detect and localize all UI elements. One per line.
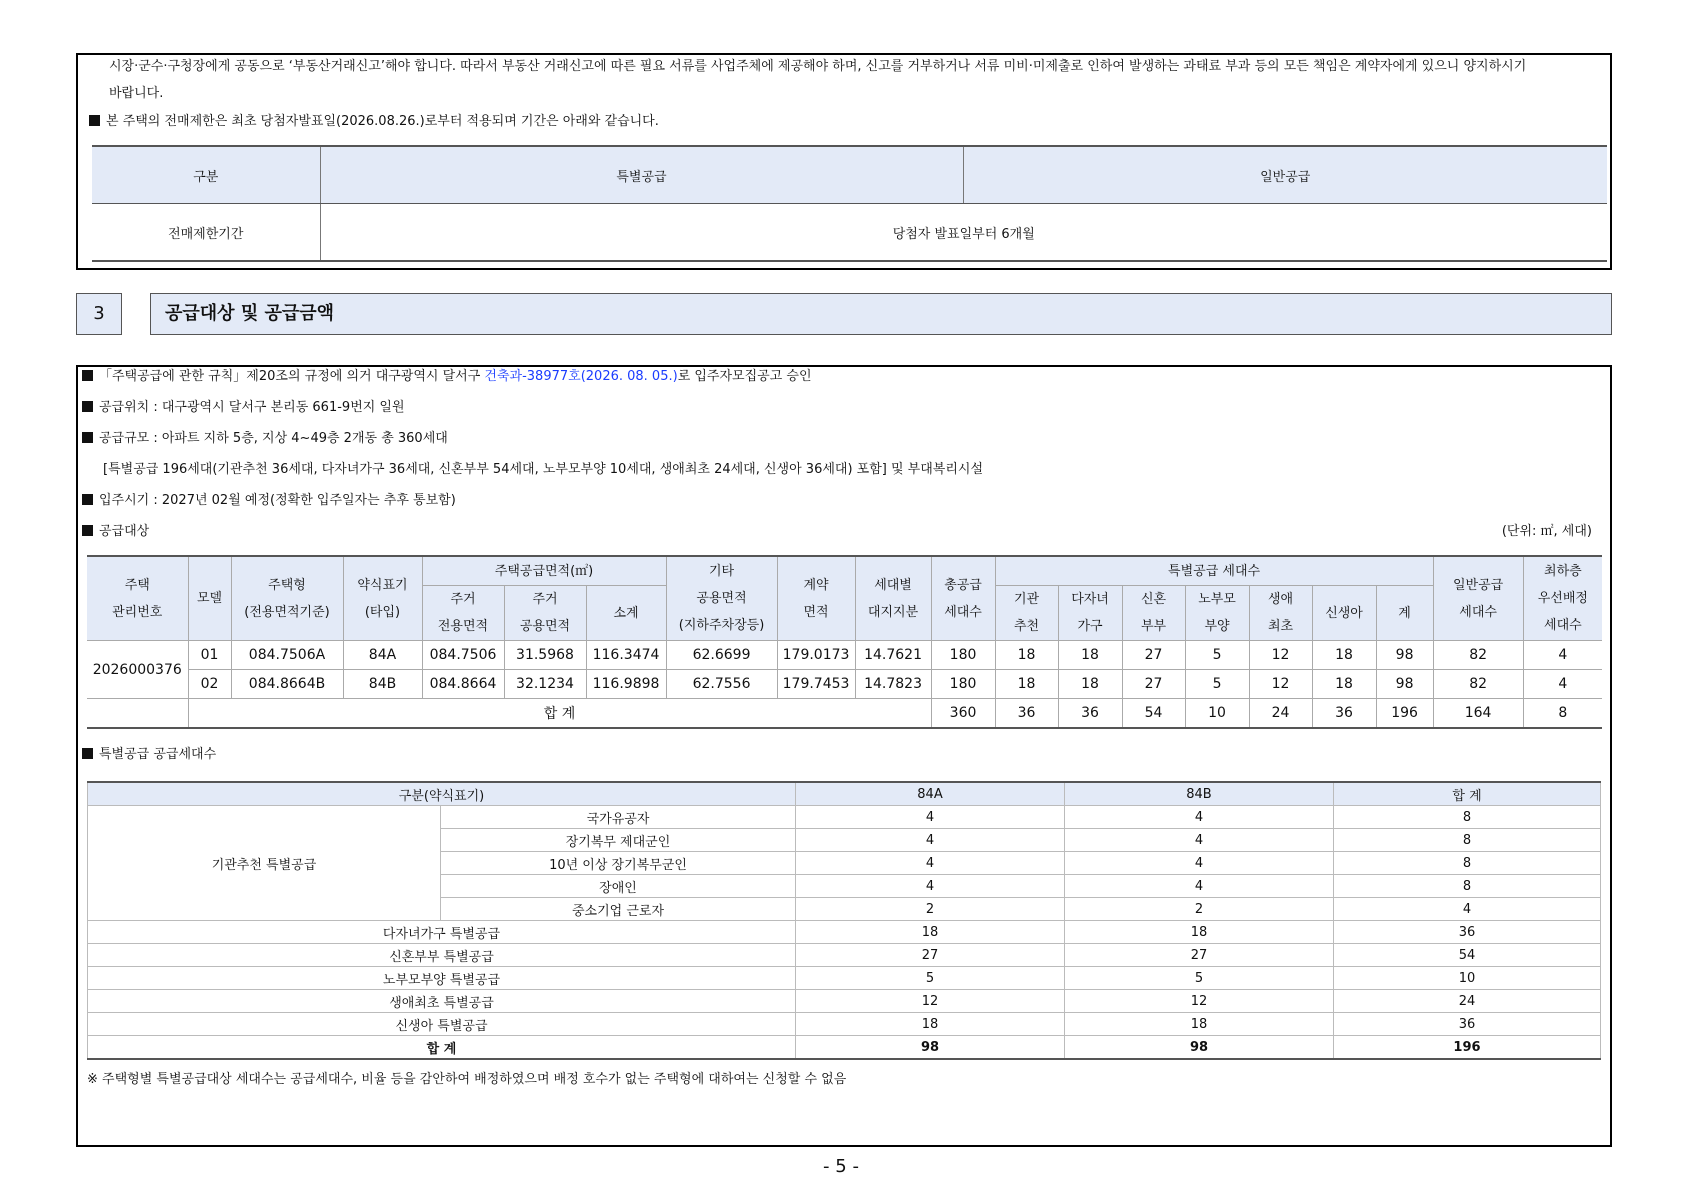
movein-label: 입주시기 [99,493,150,508]
bullet-icon [82,370,93,381]
section-title: 공급대상 및 공급금액 [150,293,1612,335]
header-area-group: 주택공급면적(㎡) [422,556,666,586]
cell-multi: 18 [1058,670,1122,699]
mgmt-number: 2026000376 [87,641,188,699]
resale-row-label: 전매제한기간 [92,204,320,262]
table-row [87,670,1602,699]
special-section-line [82,746,216,764]
header-special-group: 특별공급 세대수 [995,556,1433,586]
row-name: 장애인 [441,875,796,898]
cell-total: 54 [1334,944,1601,967]
resale-notice-box [76,53,1612,270]
cell-exclusive: 084.8664 [422,670,504,699]
cell-total: 8 [1334,806,1601,829]
cell-84b: 4 [1065,875,1334,898]
notice-line-2: 바랍니다. [109,86,164,101]
table-row [88,944,1601,967]
cell-total: 8 [1334,852,1601,875]
header-type: 주택형 (전용면적기준) [231,556,343,641]
scale-line [82,430,448,448]
cell-total: 8 [1334,875,1601,898]
cell-type: 084.8664B [231,670,343,699]
cell-84a: 4 [796,875,1065,898]
header-sp-first: 생애 최초 [1249,586,1312,641]
page-number: - 5 - [823,1156,859,1177]
cell-84b: 5 [1065,967,1334,990]
cell-total: 24 [1334,990,1601,1013]
scale-detail: [특별공급 196세대(기관추천 36세대, 다자녀가구 36세대, 신혼부부 54세대, 노부모부양 10세대, 생애최초 24세대, 신생아 36세대) 포함] 및 부대복리시설 [103,462,984,477]
cell-priority: 4 [1523,641,1602,670]
header-sp-parents: 노부모 부양 [1185,586,1249,641]
header-exclusive: 주거 전용면적 [422,586,504,641]
row-name: 생애최초 특별공급 [88,990,796,1013]
total-newly: 54 [1122,699,1185,729]
header-sp-inst: 기관 추천 [995,586,1058,641]
cell-84b: 4 [1065,852,1334,875]
movein-value: : 2027년 02월 예정(정확한 입주일자는 추후 통보함) [149,493,456,508]
total-sum: 196 [1376,699,1433,729]
resale-table [92,145,1607,262]
table-row [88,967,1601,990]
bullet-icon [82,432,93,443]
cell-subtotal: 116.3474 [586,641,666,670]
cell-type: 084.7506A [231,641,343,670]
cell-contract: 179.0173 [777,641,855,670]
header-common: 주거 공용면적 [504,586,586,641]
row-name: 다자녀가구 특별공급 [88,921,796,944]
supply-info-box [76,365,1612,1147]
table-row [87,641,1602,670]
cell-total: 36 [1334,921,1601,944]
resale-row-value: 당첨자 발표일부터 6개월 [320,204,1607,262]
target-label: 공급대상 [99,524,150,539]
cell-newborn: 18 [1312,670,1376,699]
header-sp-newly: 신혼 부부 [1122,586,1185,641]
total-sum: 196 [1334,1036,1601,1060]
header-land: 세대별 대지지분 [855,556,931,641]
cell-model: 01 [188,641,231,670]
cell-total: 10 [1334,967,1601,990]
location-line [82,399,405,417]
cell-84a: 12 [796,990,1065,1013]
cell-84b: 18 [1065,921,1334,944]
resale-header-general: 일반공급 [963,146,1607,204]
row-name: 10년 이상 장기복무군인 [441,852,796,875]
bullet-icon [82,748,93,759]
cell-total: 8 [1334,829,1601,852]
total-84a: 98 [796,1036,1065,1060]
cell-inst: 18 [995,670,1058,699]
bullet-icon [82,525,93,536]
header-sp-sum: 계 [1376,586,1433,641]
cell-parents: 5 [1185,670,1249,699]
cell-abbr: 84B [343,670,422,699]
section-header [76,293,1612,335]
cell-84a: 5 [796,967,1065,990]
header-contract: 계약 면적 [777,556,855,641]
inst-label: 기관추천 특별공급 [88,806,441,921]
special-header-84b: 84B [1065,782,1334,806]
bullet-icon [82,494,93,505]
special-header-total: 합 계 [1334,782,1601,806]
total-84b: 98 [1065,1036,1334,1060]
cell-84a: 4 [796,806,1065,829]
cell-general: 82 [1433,641,1523,670]
cell-subtotal: 116.9898 [586,670,666,699]
cell-84a: 18 [796,1013,1065,1036]
cell-newborn: 18 [1312,641,1376,670]
cell-84a: 27 [796,944,1065,967]
total-empty [87,699,188,729]
cell-84b: 12 [1065,990,1334,1013]
cell-84a: 18 [796,921,1065,944]
total-label: 합 계 [188,699,931,729]
cell-84a: 2 [796,898,1065,921]
resale-note-text: 본 주택의 전매제한은 최초 당첨자발표일(2026.08.26.)로부터 적용되며 기간은 아래와 같습니다. [106,114,659,129]
cell-84b: 27 [1065,944,1334,967]
cell-inst: 18 [995,641,1058,670]
row-name: 노부모부양 특별공급 [88,967,796,990]
total-parents: 10 [1185,699,1249,729]
total-multi: 36 [1058,699,1122,729]
location-label: 공급위치 [99,400,150,415]
table-row [88,990,1601,1013]
special-header-84a: 84A [796,782,1065,806]
cell-land: 14.7621 [855,641,931,670]
unit-note: (단위: ㎡, 세대) [1501,524,1592,539]
cell-first: 12 [1249,670,1312,699]
row-name: 신혼부부 특별공급 [88,944,796,967]
header-sp-multi: 다자녀 가구 [1058,586,1122,641]
resale-note [89,113,659,131]
cell-multi: 18 [1058,641,1122,670]
approval-line [82,368,812,386]
row-name: 국가유공자 [441,806,796,829]
row-name: 장기복무 제대군인 [441,829,796,852]
header-total-units: 총공급 세대수 [931,556,995,641]
target-line [82,523,149,541]
special-section-label: 특별공급 공급세대수 [99,747,217,762]
total-first: 24 [1249,699,1312,729]
notice-line-1: 시장·군수·구청장에게 공동으로 ‘부동산거래신고’해야 합니다. 따라서 부동산 거래신고에 따른 필요 서류를 사업주체에 제공해야 하며, 신고를 거부하거나 서류 미비·미제출로 인하여 발생하는 과태료 부과 등의 모든 책임은 계약자에게 있으니 양지하시기 [109,59,1527,74]
scale-label: 공급규모 [99,431,150,446]
header-subtotal: 소계 [586,586,666,641]
resale-header-special: 특별공급 [320,146,963,204]
header-sp-newborn: 신생아 [1312,586,1376,641]
header-other-common: 기타 공용면적 (지하주차장등) [666,556,777,641]
header-mgmt-no: 주택 관리번호 [87,556,188,641]
total-label: 합 계 [88,1036,796,1060]
special-header-category: 구분(약식표기) [88,782,796,806]
cell-newly: 27 [1122,641,1185,670]
resale-header-category: 구분 [92,146,320,204]
approval-post: 로 입주자모집공고 승인 [677,369,812,384]
total-inst: 36 [995,699,1058,729]
cell-abbr: 84A [343,641,422,670]
table-row [88,921,1601,944]
cell-other: 62.7556 [666,670,777,699]
footnote: ※ 주택형별 특별공급대상 세대수는 공급세대수, 비율 등을 감안하여 배정하였으며 배정 호수가 없는 주택형에 대하여는 신청할 수 없음 [87,1072,847,1087]
cell-model: 02 [188,670,231,699]
header-priority: 최하층 우선배정 세대수 [1523,556,1602,641]
cell-sum: 98 [1376,670,1433,699]
cell-newly: 27 [1122,670,1185,699]
cell-land: 14.7823 [855,670,931,699]
cell-84b: 4 [1065,829,1334,852]
bullet-icon [82,401,93,412]
total-priority: 8 [1523,699,1602,729]
cell-first: 12 [1249,641,1312,670]
cell-priority: 4 [1523,670,1602,699]
cell-total: 180 [931,641,995,670]
cell-common: 31.5968 [504,641,586,670]
bullet-icon [89,115,100,126]
row-name: 신생아 특별공급 [88,1013,796,1036]
cell-84b: 4 [1065,806,1334,829]
cell-84a: 4 [796,852,1065,875]
cell-84a: 4 [796,829,1065,852]
cell-parents: 5 [1185,641,1249,670]
table-row [88,806,1601,829]
total-units: 360 [931,699,995,729]
scale-value: : 아파트 지하 5층, 지상 4~49층 2개동 총 360세대 [149,431,448,446]
total-general: 164 [1433,699,1523,729]
cell-total: 36 [1334,1013,1601,1036]
cell-total: 4 [1334,898,1601,921]
header-general: 일반공급 세대수 [1433,556,1523,641]
section-number: 3 [76,293,122,335]
cell-84b: 18 [1065,1013,1334,1036]
location-value: : 대구광역시 달서구 본리동 661-9번지 일원 [149,400,405,415]
row-name: 중소기업 근로자 [441,898,796,921]
header-abbr: 약식표기 (타입) [343,556,422,641]
total-row [88,1036,1601,1060]
cell-general: 82 [1433,670,1523,699]
supply-table [87,555,1602,729]
cell-total: 180 [931,670,995,699]
total-newborn: 36 [1312,699,1376,729]
movein-line [82,492,456,510]
approval-pre: 「주택공급에 관한 규칙」제20조의 규정에 의거 대구광역시 달서구 [99,369,485,384]
approval-number: 건축과-38977호(2026. 08. 05.) [484,369,678,384]
header-model: 모델 [188,556,231,641]
cell-exclusive: 084.7506 [422,641,504,670]
total-row [87,699,1602,729]
table-row [88,1013,1601,1036]
cell-other: 62.6699 [666,641,777,670]
special-supply-table [87,781,1601,1060]
cell-84b: 2 [1065,898,1334,921]
cell-contract: 179.7453 [777,670,855,699]
cell-sum: 98 [1376,641,1433,670]
cell-common: 32.1234 [504,670,586,699]
